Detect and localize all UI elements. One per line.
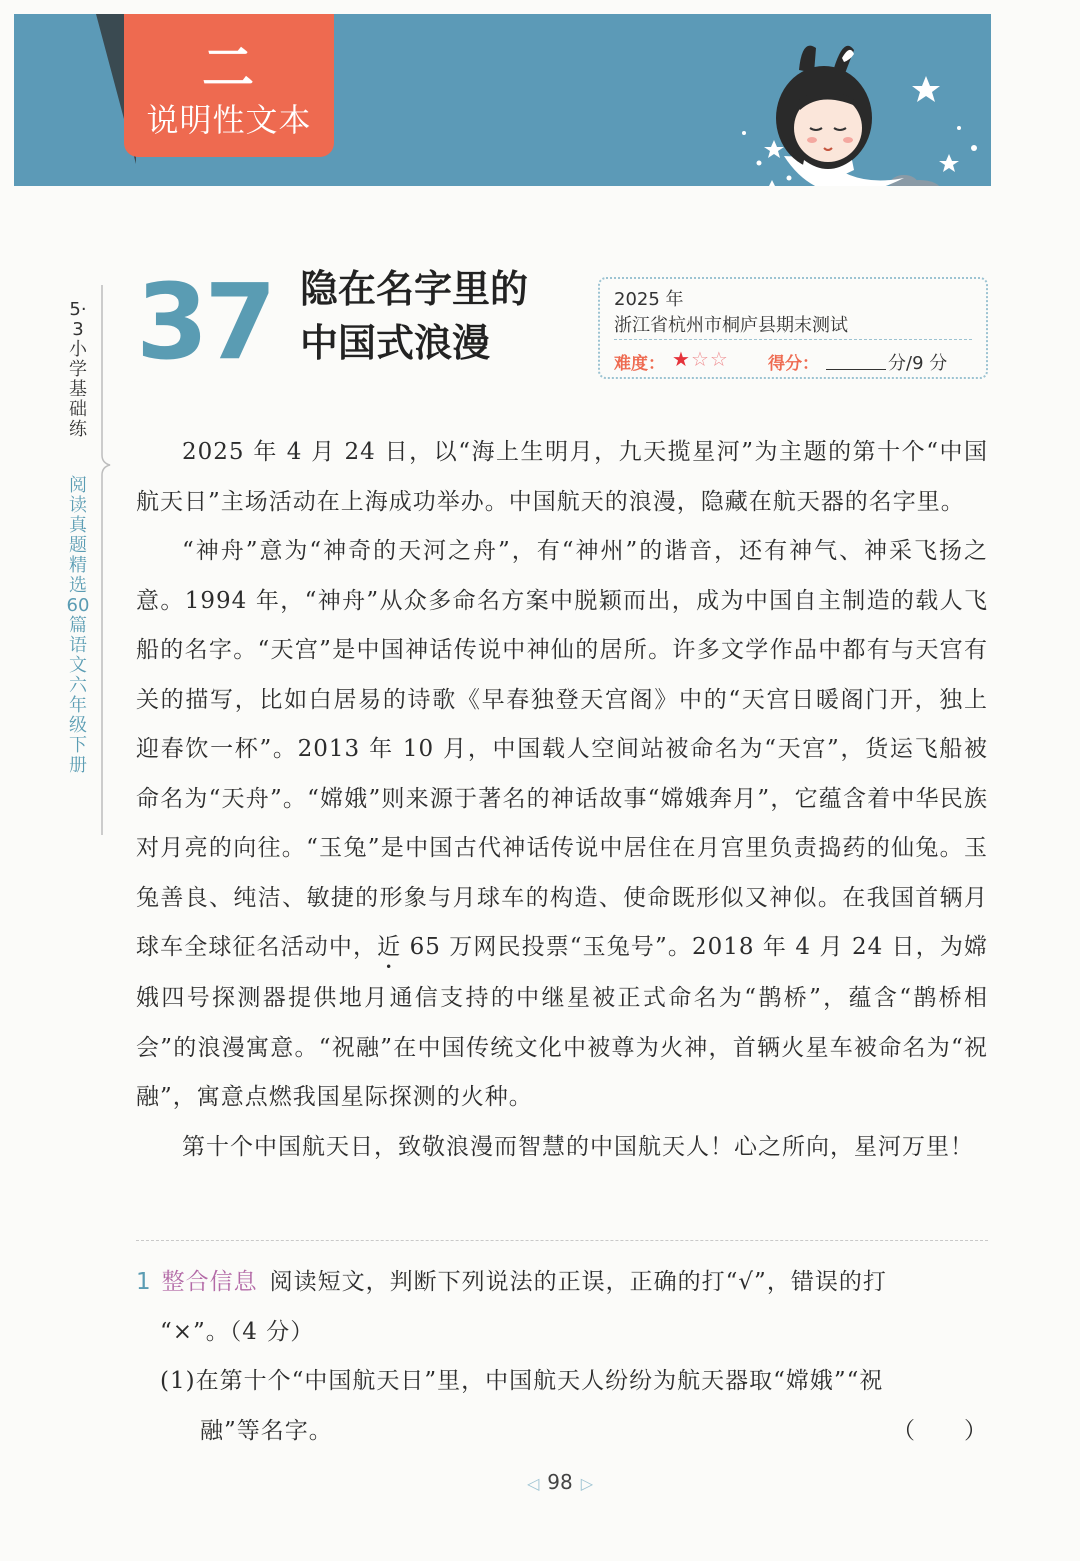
test-info-box xyxy=(598,277,988,379)
page-deco-right: ▷ xyxy=(580,1474,594,1493)
test-year: 2025 年 xyxy=(614,289,684,310)
score-label: 得分： xyxy=(768,354,819,374)
article-paragraph: 第十个中国航天日，致敬浪漫而智慧的中国航天人！心之所向，星河万里！ xyxy=(182,1133,974,1160)
star-empty-icon: ☆ xyxy=(709,347,729,371)
score-total: 分/9 分 xyxy=(888,353,948,374)
question-tag: 整合信息 xyxy=(161,1269,258,1295)
question-1 xyxy=(136,1258,988,1456)
lesson-number: 37 xyxy=(136,261,273,383)
info-divider xyxy=(614,339,972,340)
question-item-1-cont xyxy=(136,1407,988,1457)
emphasis-mark-text: 近 xyxy=(377,934,402,960)
question-prompt-cont: “×”。（4 分） xyxy=(160,1318,315,1345)
book-title-vertical: 5·3小学基础练 xyxy=(69,299,87,440)
moon-girl-illustration xyxy=(704,28,991,186)
article-paragraph: 2025 年 4 月 24 日，以“海上生明月，九天揽星河”为主题的第十个“中国航天日”主场活动在上海成功举办。中国航天的浪漫，隐藏在航天器的名字里。 xyxy=(136,439,988,515)
question-item-1: (1)在第十个“中国航天日”里，中国航天人纷纷为航天器取“嫦娥”“祝 xyxy=(160,1368,884,1394)
lesson-title-line2: 中国式浪漫 xyxy=(300,321,491,365)
lesson-title-line1: 隐在名字里的 xyxy=(300,267,529,311)
article-paragraph xyxy=(136,527,988,1123)
paragraph-text: 65 万网民投票“玉兔号”。2018 年 4 月 24 日，为嫦娥四号探测器提供地月通信支持的中继星被正式命名为“鹊桥”，蕴含“鹊桥相会”的浪漫寓意。“祝融”在中国传统文化中被尊为火神，首辆火星车被命名为“祝融”，寓意点燃我国星际探测的火种。 xyxy=(136,934,988,1110)
page-deco-left: ◁ xyxy=(526,1474,540,1493)
question-prompt-line xyxy=(136,1258,988,1308)
section-tag xyxy=(124,14,334,157)
lesson-title xyxy=(300,262,528,370)
page-number xyxy=(500,1470,620,1494)
question-item-1-text: 融”等名字。 xyxy=(200,1417,333,1444)
star-filled-icon: ★ xyxy=(672,347,691,371)
section-divider xyxy=(136,1240,988,1241)
star-empty-icon: ☆ xyxy=(690,347,710,371)
paragraph-text: “神舟”意为“神奇的天河之舟”，有“神州”的谐音，还有神气、神采飞扬之意。1994 年，“神舟”从众多命名方案中脱颖而出，成为中国自主制造的载人飞船的名字。“天宫”是中国神话传说中神仙的居所。许多文学作品中都有与天宫有关的描写，比如白居易的诗歌《早春独登天宫阁》中的“天宫日暖阁门开，独上迎春饮一杯”。2013 年 10 月，中国载人空间站被命名为“天宫”，货运飞船被命名为“天舟”。“嫦娥”则来源于著名的神话故事“嫦娥奔月”，它蕴含着中华民族对月亮的向往。“玉兔”是中国古代神话传说中居住在月宫里负责捣药的仙兔。玉兔善良、纯洁、敏捷的形象与月球车的构造、使命既形似又神似。在我国首辆月球车全球征名活动中， xyxy=(136,538,988,960)
test-source: 浙江省杭州市桐庐县期末测试 xyxy=(614,315,848,336)
difficulty-label: 难度： xyxy=(614,354,665,374)
question-number: 1 xyxy=(136,1269,152,1295)
sidebar-bracket-decoration xyxy=(100,285,112,835)
section-number: 二 xyxy=(201,39,256,99)
book-subtitle-vertical: 阅读真题精选60篇 语文 六年级下册 xyxy=(66,475,90,776)
difficulty-rating xyxy=(672,347,729,371)
answer-blank[interactable]: （ ） xyxy=(892,1417,988,1444)
section-title: 说明性文本 xyxy=(146,101,312,139)
question-prompt: 阅读短文，判断下列说法的正误，正确的打“√”，错误的打 xyxy=(269,1269,887,1295)
score-blank[interactable] xyxy=(826,369,886,370)
page-number-text: 98 xyxy=(547,1470,573,1494)
article-body xyxy=(136,428,988,1172)
